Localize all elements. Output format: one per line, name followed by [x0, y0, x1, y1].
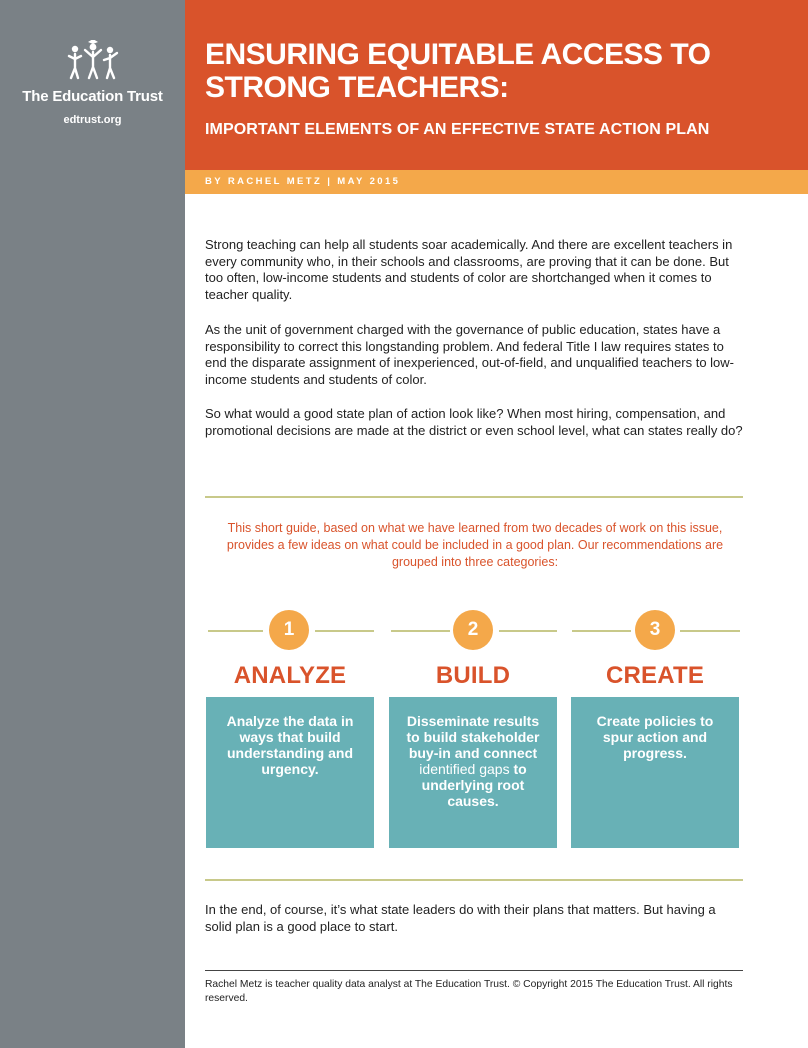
page-subtitle: IMPORTANT ELEMENTS OF AN EFFECTIVE STATE ACTION PLAN: [205, 121, 710, 138]
step-3-line-right: [680, 630, 740, 632]
sidebar: [0, 0, 185, 1048]
byline: BY RACHEL METZ | MAY 2015: [205, 176, 401, 187]
page-title: ENSURING EQUITABLE ACCESS TO STRONG TEACHERS:: [205, 38, 711, 104]
header-banner: [185, 0, 808, 170]
step-2-box: [389, 697, 557, 848]
paragraph-1: Strong teaching can help all students soar academically. And there are excellent teachers in every community who, in their schools and classrooms, are proving that it can be done. But too often, low-income students and students of color are shortchanged when it comes to teacher quality.: [205, 237, 733, 302]
logo[interactable]: [0, 40, 185, 126]
step-1-text: Analyze the data in ways that build understanding and urgency.: [226, 713, 354, 777]
step-2-heading: BUILD: [435, 662, 511, 689]
step-2-text: Disseminate results to build stakeholder buy-in and connect: [406, 713, 540, 761]
org-name: The Education Trust: [22, 88, 163, 105]
org-url[interactable]: edtrust.org: [63, 114, 122, 126]
step-1-number: 1: [269, 610, 309, 650]
step-1-box: [206, 697, 374, 848]
byline-bar: [185, 170, 808, 194]
step-3-text: Create policies to spur action and progress.: [596, 713, 714, 761]
step-3-heading: CREATE: [605, 662, 705, 689]
divider-top: [205, 496, 743, 498]
paragraph-2: As the unit of government charged with the governance of public education, states have a responsibility to correct this longstanding problem. And federal Title I law requires states to end the disparate assignment of inexperienced, out-of-field, and unqualified teachers to low-income students and students of color.: [205, 322, 734, 387]
paragraph-3: So what would a good state plan of action look like? When most hiring, compensation, and promotional decisions are made at the district or even school level, what can states really do?: [205, 406, 743, 438]
step-2-number: 2: [453, 610, 493, 650]
step-3-box: [571, 697, 739, 848]
step-1-line-right: [315, 630, 374, 632]
step-1-line-left: [208, 630, 263, 632]
intro-text: This short guide, based on what we have learned from two decades of work on this issue, provides a few ideas on what could be included in a good plan. Our recommendations are grouped into three categories:: [226, 521, 724, 569]
step-2-line-right: [499, 630, 557, 632]
footer-credit: Rachel Metz is teacher quality data analyst at The Education Trust. © Copyright 2015 The Education Trust. All rights reserved.: [205, 979, 733, 1004]
step-2-text-highlight: identified gaps: [419, 761, 510, 777]
step-3-line-left: [572, 630, 631, 632]
footer-divider: [205, 970, 743, 971]
divider-bottom: [205, 879, 743, 881]
education-trust-logo-icon: [63, 40, 123, 82]
step-2-text-end: to underlying root causes.: [421, 761, 527, 809]
step-1-heading: ANALYZE: [233, 662, 347, 689]
closing-text: In the end, of course, it’s what state leaders do with their plans that matters. But having a solid plan is a good place to start.: [205, 902, 716, 934]
step-3-number: 3: [635, 610, 675, 650]
step-2-line-left: [391, 630, 450, 632]
